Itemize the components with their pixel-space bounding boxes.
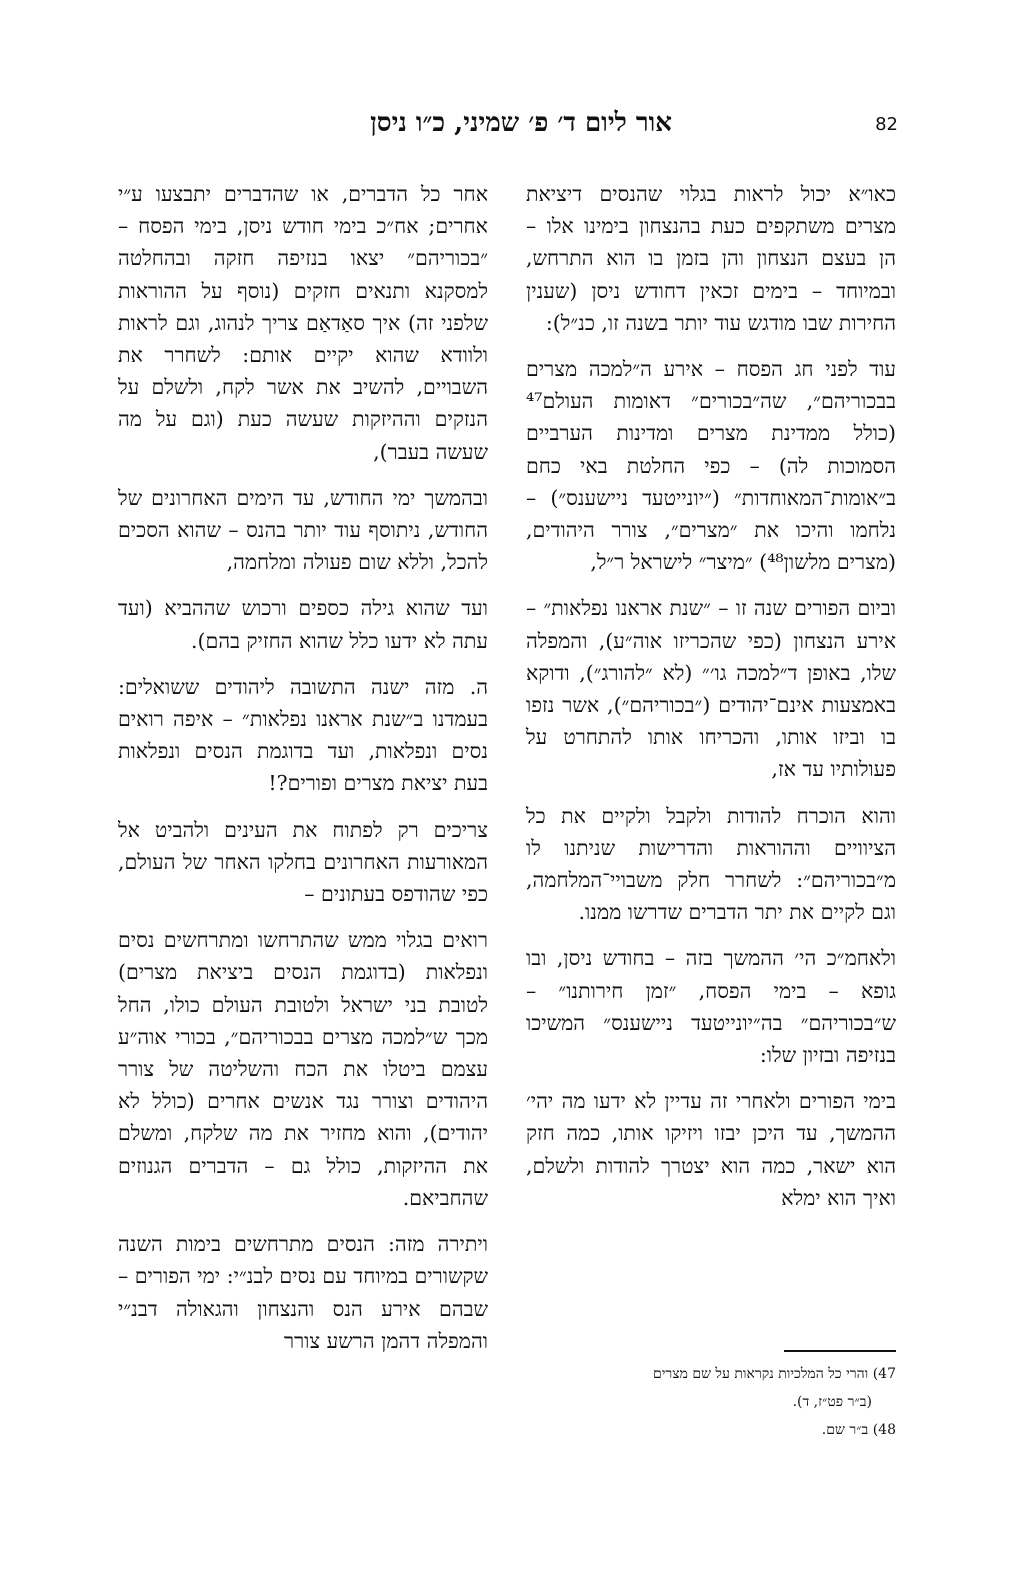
right-column <box>526 178 896 1228</box>
page-header <box>128 108 898 148</box>
footnote-47: 47) והרי כל המלכיות נקראות על שם מצרים <box>652 1366 896 1382</box>
left-column <box>118 178 488 1371</box>
footnotes <box>526 1350 896 1438</box>
paragraph: ולאחמ״כ הי׳ ההמשך בזה – בחודש ניסן, ובו גופא – בימי הפסח, ״זמן חירותנו״ – ש״בכוריהם״ בה״יונייטעד ניישענס״ המשיכו בנזיפה ובזיון שלו: <box>526 946 896 1068</box>
paragraph: ה. מזה ישנה התשובה ליהודים ששואלים: בעמדנו ב״שנת אראנו נפלאות״ – איפה רואים נסים ונפלאות, ועד בדוגמת הנסים ונפלאות בעת יציאת מצרים ופורים?! <box>118 674 488 796</box>
footnote-48: 48) ב״ר שם. <box>821 1422 896 1438</box>
paragraph: והוא הוכרח להודות ולקבל ולקיים את כל הציוויים וההוראות והדרישות שניתנו לו מ״בכוריהם״: לשחרר חלק משבויי־המלחמה, וגם לקיים את יתר הדברים שדרשו ממנו. <box>526 803 896 925</box>
footnote-divider <box>784 1350 896 1352</box>
paragraph: ובהמשך ימי החודש, עד הימים האחרונים של החודש, ניתוסף עוד יותר בהנס – שהוא הסכים להכל, וללא שום פעולה ומלחמה, <box>118 485 488 575</box>
paragraph: וביום הפורים שנה זו – ״שנת אראנו נפלאות״ – אירע הנצחון (כפי שהכריזו אוה״ע), והמפלה שלו, באופן ד״למכה גו׳״ (לא ״להורג״), ודוקא באמצעות אינם־יהודים (״בכוריהם״), אשר נזפו בו וביזו אותו, והכריחו אותו להתחרט על פעולותיו עד אז, <box>526 596 896 782</box>
footnote-47-continuation: (ב״ר פט״ז, ד). <box>792 1394 872 1410</box>
paragraph: ויתירה מזה: הנסים מתרחשים בימות השנה שקשורים במיוחד עם נסים לבנ״י: ימי הפורים – שבהם אירע הנס והנצחון והגאולה דבנ״י והמפלה דהמן הרשע צורר <box>117 1232 488 1353</box>
paragraph: אחר כל הדברים, או שהדברים יתבצעו ע״י אחרים; אח״כ בימי חודש ניסן, בימי הפסח – ״בכוריהם״ יצאו בנזיפה חזקה ובהחלטה למסקנא ותנאים חזקים (נוסף על ההוראות שלפני זה) איך סאַדאַם צריך לנהוג, וגם לראות ולוודא שהוא יקיים אותם: לשחרר את השבויים, להשיב את אשר לקח, ולשלם על הנזקים וההיזקות שעשה כעת (וגם על מה שעשה בעבר), <box>118 182 488 464</box>
page-number: 82 <box>875 114 898 135</box>
paragraph: כאו״א יכול לראות בגלוי שהנסים דיציאת מצרים משתקפים כעת בהנצחון בימינו אלו – הן בעצם הנצחון והן בזמן בו הוא התרחש, ובמיוחד – בימים זכאין דחודש ניסן (שענין החירות שבו מודגש עוד יותר בשנה זו, כנ״ל): <box>526 182 896 335</box>
paragraph: עוד לפני חג הפסח – אירע ה״למכה מצרים בבכוריהם״, שה״בכורים״ דאומות העולם⁴⁷ (כולל ממדינת מצרים ומדינות הערביים הסמוכות לה) – כפי החלטת באי כחם ב״אומות־המאוחדות״ (״יונייטעד ניישענס״) – נלחמו והיכו את ״מצרים״, צורר היהודים, (מצרים מלשון⁴⁸) ״מיצר״ לישראל ר״ל, <box>526 357 896 575</box>
running-title: אור ליום ד׳ פ׳ שמיני, כ״ו ניסן <box>370 108 672 138</box>
paragraph: בימי הפורים ולאחרי זה עדיין לא ידעו מה יהי׳ ההמשך, עד היכן יבזו ויזיקו אותו, כמה חזק הוא ישאר, כמה הוא יצטרך להודות ולשלם, ואיך הוא ימלא <box>526 1089 896 1210</box>
paragraph: צריכים רק לפתוח את העינים ולהביט אל המאורעות האחרונים בחלקו האחר של העולם, כפי שהודפס בעתונים – <box>118 817 488 907</box>
paragraph: רואים בגלוי ממש שהתרחשו ומתרחשים נסים ונפלאות (בדוגמת הנסים ביציאת מצרים) לטובת בני ישראל ולטובת העולם כולו, החל מכך ש״למכה מצרים בבכוריהם״, בכורי אוה״ע עצמם ביטלו את הכח והשליטה של צורר היהודים וצורר נגד אנשים אחרים (כולל לא יהודים), והוא מחזיר את מה שלקח, ומשלם את ההיזקות, כולל גם – הדברים הגנוזים שהחביאם. <box>118 928 488 1210</box>
paragraph: ועד שהוא גילה כספים ורכוש שההביא (ועד עתה לא ידעו כלל שהוא החזיק בהם). <box>118 596 488 653</box>
